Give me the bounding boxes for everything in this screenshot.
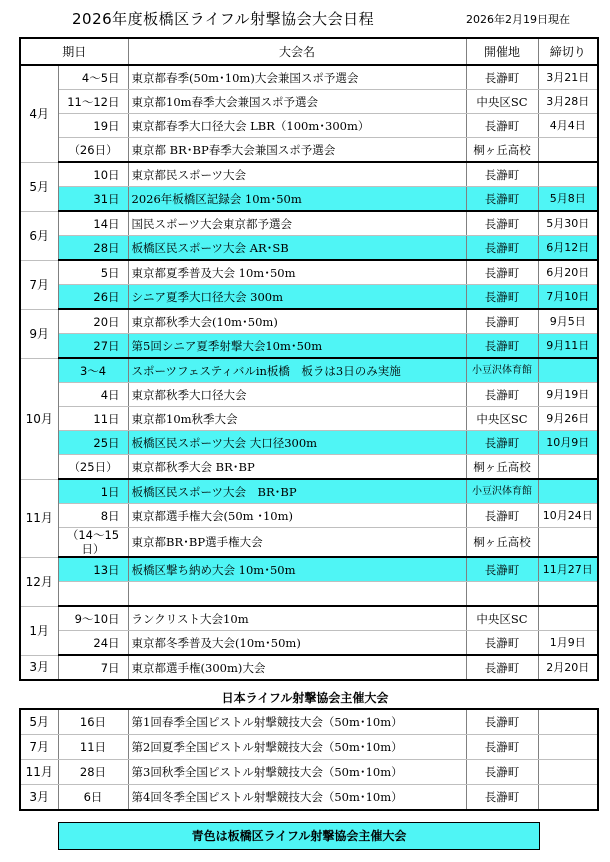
deadline-cell: 2月20日: [538, 655, 598, 680]
deadline-cell: 9月26日: [538, 407, 598, 431]
table-row: [20, 528, 598, 558]
date-cell: 16日: [58, 709, 128, 735]
deadline-cell: [538, 528, 598, 558]
venue-cell: 長瀞町: [466, 211, 538, 236]
jrsa-section-title: 日本ライフル射撃協会主催大会: [221, 691, 389, 705]
table-row: [20, 557, 598, 582]
date-cell: 25日: [58, 431, 128, 455]
venue-cell: [466, 582, 538, 607]
deadline-cell: 6月20日: [538, 260, 598, 285]
deadline-cell: 3月28日: [538, 90, 598, 114]
table-row: [20, 504, 598, 528]
deadline-cell: 10月9日: [538, 431, 598, 455]
venue-cell: 長瀞町: [466, 309, 538, 334]
deadline-cell: 9月11日: [538, 334, 598, 359]
deadline-cell: [538, 760, 598, 785]
event-name-cell: 東京都春季大口径大会 LBR（100m･300m）: [128, 114, 466, 138]
event-name-cell: 板橋区民スポーツ大会 BR･BP: [128, 479, 466, 504]
month-cell: 5月: [20, 709, 58, 735]
event-name-cell: 2026年板橋区記録会 10m･50m: [128, 187, 466, 212]
event-name-cell: 東京都冬季普及大会(10m･50m): [128, 631, 466, 656]
venue-cell: 長瀞町: [466, 236, 538, 261]
event-name-cell: 東京都 BR･BP春季大会兼国スポ予選会: [128, 138, 466, 163]
event-name-cell: 東京都夏季普及大会 10m･50m: [128, 260, 466, 285]
date-cell: 19日: [58, 114, 128, 138]
event-name-cell: [128, 582, 466, 607]
date-cell: 11～12日: [58, 90, 128, 114]
deadline-cell: [538, 479, 598, 504]
table-row: [20, 735, 598, 760]
month-cell: 11月: [20, 479, 58, 557]
date-cell: 1日: [58, 479, 128, 504]
deadline-cell: [538, 162, 598, 187]
event-name-cell: ランクリスト大会10m: [128, 606, 466, 631]
date-cell: 3～4: [58, 358, 128, 383]
event-name-cell: スポーツフェスティバルin板橋 板ラは3日のみ実施: [128, 358, 466, 383]
table-row: [20, 358, 598, 383]
event-name-cell: 東京都選手権大会(50m ･10m): [128, 504, 466, 528]
page-title: 2026年度板橋区ライフル射撃協会大会日程: [72, 10, 375, 28]
deadline-cell: [538, 358, 598, 383]
table-row: [20, 334, 598, 359]
table-row: [20, 709, 598, 735]
table-row: [20, 582, 598, 607]
col-header-name: 大会名: [128, 38, 466, 65]
venue-cell: 中央区SC: [466, 407, 538, 431]
venue-cell: 長瀞町: [466, 114, 538, 138]
table-row: [20, 260, 598, 285]
deadline-cell: 4月4日: [538, 114, 598, 138]
table-row: [20, 211, 598, 236]
table-row: [20, 631, 598, 656]
date-cell: （14～15日）: [58, 528, 128, 558]
venue-cell: 桐ヶ丘高校: [466, 138, 538, 163]
table-row: [20, 162, 598, 187]
date-cell: 5日: [58, 260, 128, 285]
event-name-cell: シニア夏季大口径大会 300m: [128, 285, 466, 310]
table-row: [20, 785, 598, 811]
date-cell: [58, 582, 128, 607]
venue-cell: 長瀞町: [466, 162, 538, 187]
month-cell: 3月: [20, 785, 58, 811]
venue-cell: 長瀞町: [466, 785, 538, 811]
header-row: [20, 38, 598, 65]
event-name-cell: 板橋区民スポーツ大会 AR･SB: [128, 236, 466, 261]
deadline-cell: [538, 785, 598, 811]
date-cell: 28日: [58, 760, 128, 785]
schedule-table: [19, 37, 599, 681]
col-header-deadline: 締切り: [538, 38, 598, 65]
deadline-cell: 6月12日: [538, 236, 598, 261]
event-name-cell: 東京都選手権(300m)大会: [128, 655, 466, 680]
date-cell: 9～10日: [58, 606, 128, 631]
venue-cell: 長瀞町: [466, 431, 538, 455]
date-cell: （25日）: [58, 455, 128, 480]
date-cell: 10日: [58, 162, 128, 187]
event-name-cell: 板橋区民スポーツ大会 大口径300m: [128, 431, 466, 455]
date-cell: 28日: [58, 236, 128, 261]
event-name-cell: 東京都春季(50m･10m)大会兼国スポ予選会: [128, 65, 466, 90]
month-cell: 9月: [20, 309, 58, 358]
jrsa-table: [19, 708, 599, 811]
month-cell: 7月: [20, 735, 58, 760]
legend-note: 青色は板橋区ライフル射撃協会主催大会: [58, 822, 540, 850]
event-name-cell: 東京都秋季大口径大会: [128, 383, 466, 407]
event-name-cell: 板橋区撃ち納め大会 10m･50m: [128, 557, 466, 582]
col-header-venue: 開催地: [466, 38, 538, 65]
event-name-cell: 東京都10m春季大会兼国スポ予選会: [128, 90, 466, 114]
date-cell: 6日: [58, 785, 128, 811]
date-cell: 11日: [58, 735, 128, 760]
venue-cell: 長瀞町: [466, 709, 538, 735]
event-name-cell: 東京都民スポーツ大会: [128, 162, 466, 187]
venue-cell: 長瀞町: [466, 655, 538, 680]
month-cell: 5月: [20, 162, 58, 211]
jrsa-body: [20, 709, 598, 810]
table-row: [20, 114, 598, 138]
table-row: [20, 309, 598, 334]
table-row: [20, 90, 598, 114]
table-row: [20, 455, 598, 480]
venue-cell: 長瀞町: [466, 65, 538, 90]
date-cell: 31日: [58, 187, 128, 212]
date-cell: 27日: [58, 334, 128, 359]
table-row: [20, 138, 598, 163]
event-name-cell: 国民スポーツ大会東京都予選会: [128, 211, 466, 236]
venue-cell: 桐ヶ丘高校: [466, 528, 538, 558]
schedule-body: [20, 65, 598, 680]
venue-cell: 長瀞町: [466, 735, 538, 760]
table-row: [20, 236, 598, 261]
venue-cell: 長瀞町: [466, 285, 538, 310]
deadline-cell: 1月9日: [538, 631, 598, 656]
month-cell: 4月: [20, 65, 58, 162]
venue-cell: 小豆沢体育館: [466, 479, 538, 504]
table-row: [20, 760, 598, 785]
deadline-cell: 5月8日: [538, 187, 598, 212]
month-cell: 7月: [20, 260, 58, 309]
event-name-cell: 第4回冬季全国ピストル射撃競技大会（50m･10m）: [128, 785, 466, 811]
date-cell: 24日: [58, 631, 128, 656]
venue-cell: 桐ヶ丘高校: [466, 455, 538, 480]
deadline-cell: 9月5日: [538, 309, 598, 334]
month-cell: 10月: [20, 358, 58, 479]
as-of-date: 2026年2月19日現在: [466, 13, 570, 26]
venue-cell: 長瀞町: [466, 383, 538, 407]
month-cell: 6月: [20, 211, 58, 260]
event-name-cell: 東京都10m秋季大会: [128, 407, 466, 431]
date-cell: 4日: [58, 383, 128, 407]
venue-cell: 長瀞町: [466, 504, 538, 528]
month-cell: 12月: [20, 557, 58, 606]
date-cell: 8日: [58, 504, 128, 528]
deadline-cell: 5月30日: [538, 211, 598, 236]
venue-cell: 長瀞町: [466, 557, 538, 582]
event-name-cell: 第1回春季全国ピストル射撃競技大会（50m･10m）: [128, 709, 466, 735]
table-row: [20, 383, 598, 407]
table-row: [20, 655, 598, 680]
venue-cell: 長瀞町: [466, 334, 538, 359]
event-name-cell: 第5回シニア夏季射撃大会10m･50m: [128, 334, 466, 359]
venue-cell: 中央区SC: [466, 606, 538, 631]
deadline-cell: 3月21日: [538, 65, 598, 90]
date-cell: 4～5日: [58, 65, 128, 90]
deadline-cell: 9月19日: [538, 383, 598, 407]
event-name-cell: 第2回夏季全国ピストル射撃競技大会（50m･10m）: [128, 735, 466, 760]
event-name-cell: 東京都BR･BP選手権大会: [128, 528, 466, 558]
date-cell: 7日: [58, 655, 128, 680]
deadline-cell: [538, 606, 598, 631]
deadline-cell: 11月27日: [538, 557, 598, 582]
date-cell: 20日: [58, 309, 128, 334]
venue-cell: 長瀞町: [466, 187, 538, 212]
date-cell: 13日: [58, 557, 128, 582]
venue-cell: 小豆沢体育館: [466, 358, 538, 383]
table-row: [20, 187, 598, 212]
deadline-cell: 10月24日: [538, 504, 598, 528]
table-row: [20, 479, 598, 504]
table-row: [20, 407, 598, 431]
venue-cell: 長瀞町: [466, 631, 538, 656]
col-header-date: 期日: [20, 38, 128, 65]
event-name-cell: 第3回秋季全国ピストル射撃競技大会（50m･10m）: [128, 760, 466, 785]
month-cell: 1月: [20, 606, 58, 655]
table-row: [20, 65, 598, 90]
deadline-cell: [538, 582, 598, 607]
date-cell: 26日: [58, 285, 128, 310]
month-cell: 3月: [20, 655, 58, 680]
date-cell: （26日）: [58, 138, 128, 163]
date-cell: 11日: [58, 407, 128, 431]
venue-cell: 長瀞町: [466, 260, 538, 285]
deadline-cell: [538, 138, 598, 163]
table-row: [20, 431, 598, 455]
table-row: [20, 285, 598, 310]
deadline-cell: 7月10日: [538, 285, 598, 310]
event-name-cell: 東京都秋季大会(10m･50m): [128, 309, 466, 334]
venue-cell: 中央区SC: [466, 90, 538, 114]
date-cell: 14日: [58, 211, 128, 236]
month-cell: 11月: [20, 760, 58, 785]
deadline-cell: [538, 455, 598, 480]
table-row: [20, 606, 598, 631]
deadline-cell: [538, 735, 598, 760]
venue-cell: 長瀞町: [466, 760, 538, 785]
deadline-cell: [538, 709, 598, 735]
event-name-cell: 東京都秋季大会 BR･BP: [128, 455, 466, 480]
